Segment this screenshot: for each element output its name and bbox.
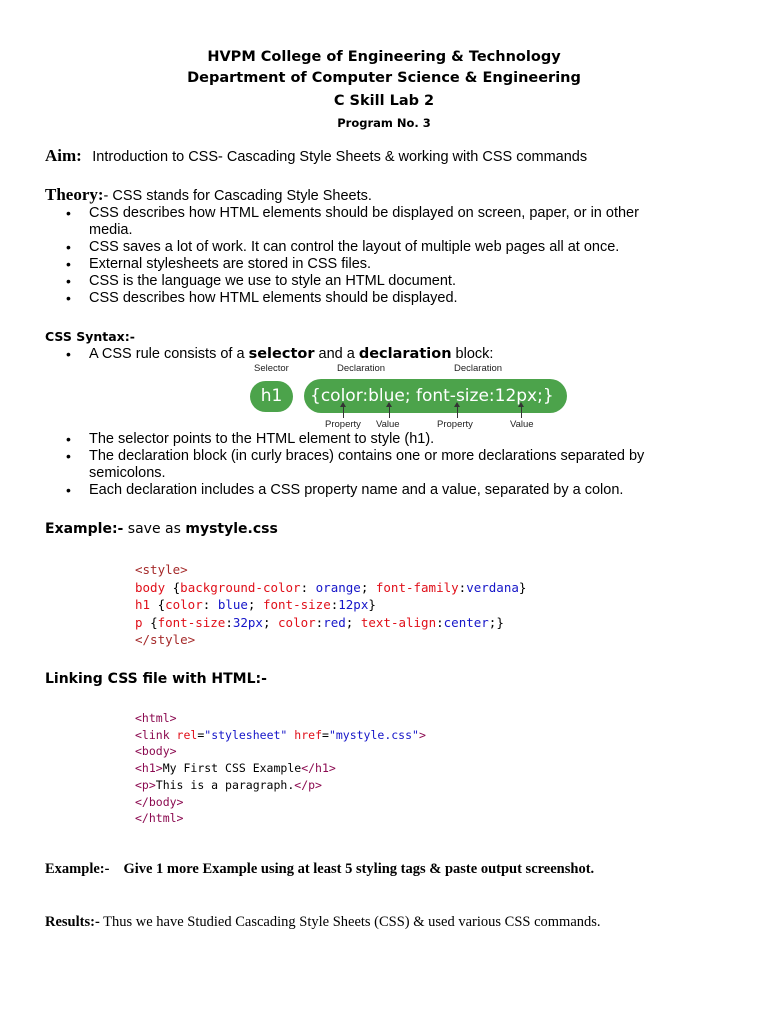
css-code-block: <style> body {background-color: orange; font-family:verdana} h1 {color: blue; font-size:12px} p {font-size:32px; color:red; text-align:center;} </style> (135, 562, 527, 647)
linking-heading: Linking CSS file with HTML:- (45, 671, 267, 687)
results-label: Results:- (45, 914, 100, 930)
list-item: • The declaration block (in curly braces) contains one or more declarations separated by semicolons. (45, 448, 644, 482)
selector-label: Selector (254, 363, 289, 374)
syntax-rule-bullet (45, 346, 493, 363)
results-text: Thus we have Studied Cascading Style Sheets (CSS) & used various CSS commands. (99, 914, 601, 930)
value-arrow-1 (389, 406, 390, 418)
list-item: • CSS saves a lot of work. It can control the layout of multiple web pages all at once. (45, 239, 639, 256)
declaration-pill: {color:blue; font-size:12px;} (304, 379, 567, 413)
example2-text: Give 1 more Example using at least 5 styling tags & paste output screenshot. (123, 861, 595, 877)
theory-text: - CSS stands for Cascading Style Sheets. (103, 188, 372, 204)
example-heading: Example:- save as mystyle.css (45, 521, 278, 537)
property-label-2: Property (437, 419, 473, 430)
program-number: Program No. 3 (337, 116, 431, 130)
department-title: Department of Computer Science & Engineering (187, 70, 581, 86)
list-item: • CSS describes how HTML elements should be displayed. (45, 290, 639, 307)
results-line (45, 914, 601, 931)
list-item: • External stylesheets are stored in CSS files. (45, 256, 639, 273)
html-code-block: <html> <link rel="stylesheet" href="mystyle.css"> <body> <h1>My First CSS Example</h1> <p>This is a paragraph.</p> </body> </html> (135, 711, 426, 826)
declaration-label-1: Declaration (337, 363, 386, 374)
lab-title: C Skill Lab 2 (333, 93, 435, 109)
value-arrow-2 (521, 406, 522, 418)
declaration-label-2: Declaration (454, 363, 503, 374)
theory-label: Theory: (45, 185, 104, 204)
list-item: • CSS is the language we use to style an HTML document. (45, 273, 639, 290)
aim-line (45, 146, 587, 166)
css-syntax-heading: CSS Syntax:- (45, 329, 135, 344)
list-item: • CSS describes how HTML elements should be displayed on screen, paper, or in other media. (45, 205, 639, 239)
syntax-bullets (45, 431, 644, 499)
theory-bullets (45, 205, 639, 307)
selector-pill: h1 (250, 381, 293, 412)
list-item: • Each declaration includes a CSS property name and a value, separated by a colon. (45, 482, 644, 499)
property-label-1: Property (325, 419, 361, 430)
value-label-1: Value (376, 419, 400, 430)
list-item: • The selector points to the HTML element to style (h1). (45, 431, 644, 448)
list-item: • A CSS rule consists of a selector and a declaration block: (45, 346, 493, 363)
aim-label: Aim: (45, 146, 82, 165)
value-label-2: Value (510, 419, 534, 430)
college-title: HVPM College of Engineering & Technology (207, 49, 561, 65)
theory-line (45, 185, 372, 205)
property-arrow-2 (457, 406, 458, 418)
example2-label: Example:- (45, 861, 110, 877)
property-arrow-1 (343, 406, 344, 418)
example2-line (45, 861, 594, 878)
aim-text: Introduction to CSS- Cascading Style Sheets & working with CSS commands (92, 149, 588, 165)
